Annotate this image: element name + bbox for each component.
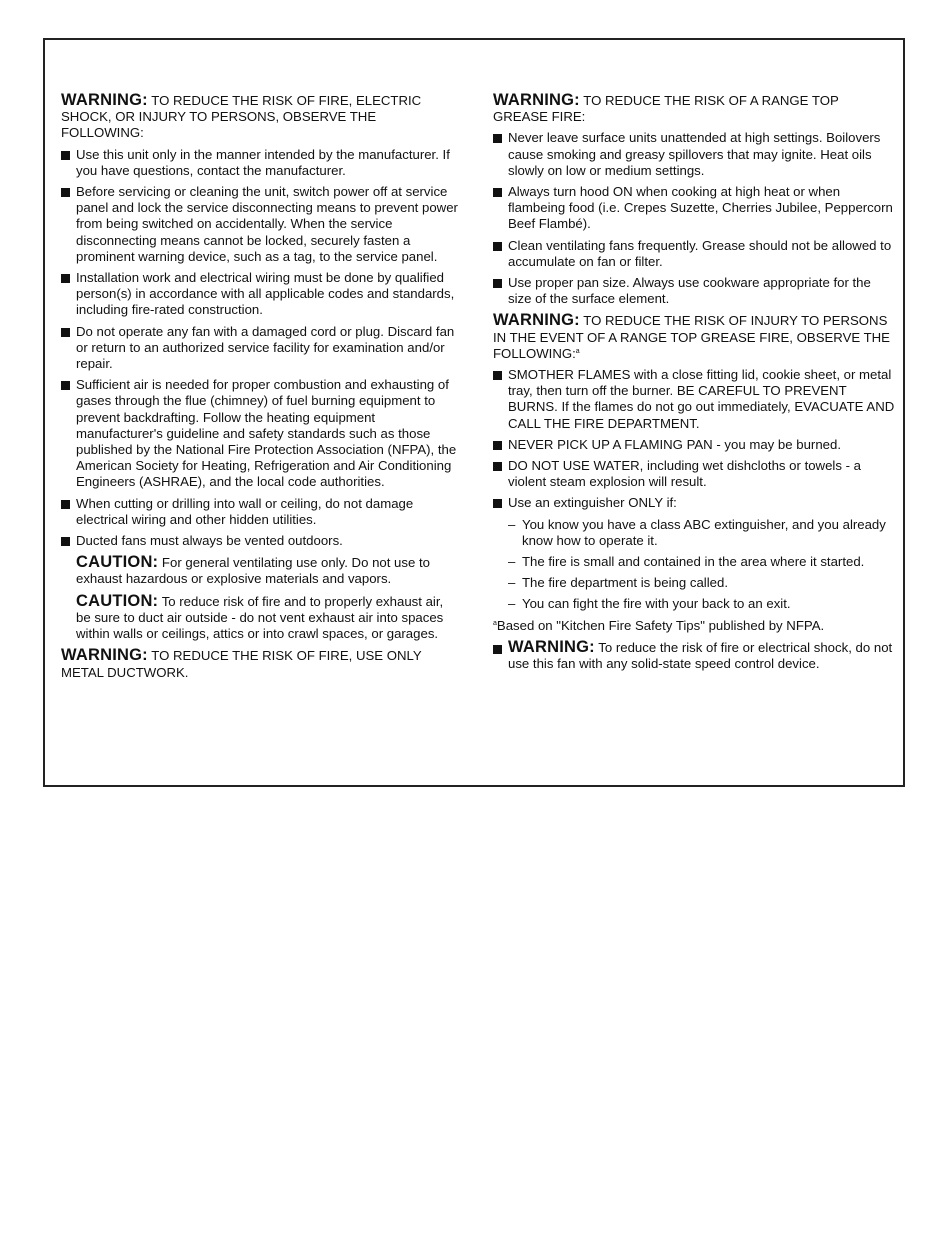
square-bullet-icon: [61, 381, 70, 390]
list-item: Do not operate any fan with a damaged cord or plug. Discard fan or return to an authorized service facility for examination and/or repair.: [61, 324, 461, 373]
right-column: [493, 92, 895, 677]
safety-instructions-box: [43, 38, 905, 787]
square-bullet-icon: [493, 499, 502, 508]
list-item: Installation work and electrical wiring must be done by qualified person(s) in accordance with all applicable codes and standards, including fire-rated construction.: [61, 270, 461, 319]
list-item: DO NOT USE WATER, including wet dishcloths or towels - a violent steam explosion will result.: [493, 458, 895, 490]
square-bullet-icon: [61, 188, 70, 197]
list-item: Use this unit only in the manner intended by the manufacturer. If you have questions, contact the manufacturer.: [61, 147, 461, 179]
warning-fire-shock-heading: WARNING: TO REDUCE THE RISK OF FIRE, ELECTRIC SHOCK, OR INJURY TO PERSONS, OBSERVE THE FOLLOWING:: [61, 91, 422, 141]
warning-speed-control-item: WARNING: To reduce the risk of fire or electrical shock, do not use this fan with any solid-state speed control device.: [493, 639, 895, 672]
square-bullet-icon: [493, 188, 502, 197]
list-item: Always turn hood ON when cooking at high heat or when flambeing food (i.e. Crepes Suzette, Cherries Jubilee, Peppercorn Beef Flambé).: [493, 184, 895, 233]
list-item: Ducted fans must always be vented outdoors.: [61, 533, 461, 549]
sub-list-item: – You can fight the fire with your back to an exit.: [508, 596, 791, 612]
warning-ductwork-heading: WARNING: TO REDUCE THE RISK OF FIRE, USE ONLY METAL DUCTWORK.: [61, 646, 422, 680]
square-bullet-icon: [493, 371, 502, 380]
sub-list-item: – You know you have a class ABC extinguisher, and you already know how to operate it.: [508, 516, 886, 548]
warning-injury-heading: WARNING: TO REDUCE THE RISK OF INJURY TO PERSONS IN THE EVENT OF A RANGE TOP GREASE FIRE, OBSERVE THE FOLLOWING:$^a$: [493, 311, 890, 361]
square-bullet-icon: [493, 279, 502, 288]
left-column: [61, 92, 461, 686]
square-bullet-icon: [493, 462, 502, 471]
square-bullet-icon: [493, 645, 502, 654]
caution-ventilating-note: CAUTION: For general ventilating use only. Do not use to exhaust hazardous or explosive materials and vapors.: [76, 553, 430, 587]
square-bullet-icon: [61, 328, 70, 337]
list-item: NEVER PICK UP A FLAMING PAN - you may be burned.: [493, 437, 895, 453]
list-item: SMOTHER FLAMES with a close fitting lid, cookie sheet, or metal tray, then turn off the burner. BE CAREFUL TO PREVENT BURNS. If the flames do not go out immediately, EVACUATE AND CALL THE FIRE DEPARTMENT.: [493, 367, 895, 432]
square-bullet-icon: [493, 242, 502, 251]
square-bullet-icon: [61, 537, 70, 546]
sub-list-item: – The fire department is being called.: [508, 575, 728, 591]
list-item: When cutting or drilling into wall or ceiling, do not damage electrical wiring and other hidden utilities.: [61, 496, 461, 528]
square-bullet-icon: [61, 274, 70, 283]
list-item: Before servicing or cleaning the unit, switch power off at service panel and lock the service disconnecting means to prevent power from being switched on accidentally. When the service disconnecting means cannot be locked, securely fasten a prominent warning device, such as a tag, to the service panel.: [61, 184, 461, 265]
caution-exhaust-note: CAUTION: To reduce risk of fire and to properly exhaust air, be sure to duct air outside - do not vent exhaust air into spaces within walls or ceilings, attics or into crawl spaces, or garages.: [76, 591, 444, 642]
list-item: Sufficient air is needed for proper combustion and exhausting of gases through the flue (chimney) of fuel burning equipment to prevent backdrafting. Follow the heating equipment manufacturer's guideline and safety standards such as those published by the National Fire Protection Association (NFPA), the American Society for Heating, Refrigeration and Air Conditioning Engineers (ASHRAE), and the local code authorities.: [61, 377, 461, 490]
footnote: $^a$Based on "Kitchen Fire Safety Tips" published by NFPA.: [493, 617, 825, 633]
warning-grease-fire-heading: WARNING: TO REDUCE THE RISK OF A RANGE TOP GREASE FIRE:: [493, 91, 839, 125]
list-item: Use an extinguisher ONLY if:: [493, 495, 895, 511]
list-item: Use proper pan size. Always use cookware appropriate for the size of the surface element.: [493, 275, 895, 307]
square-bullet-icon: [61, 151, 70, 160]
list-item: Clean ventilating fans frequently. Grease should not be allowed to accumulate on fan or filter.: [493, 238, 895, 270]
square-bullet-icon: [493, 441, 502, 450]
sub-list-item: – The fire is small and contained in the area where it started.: [508, 554, 865, 570]
square-bullet-icon: [61, 500, 70, 509]
square-bullet-icon: [493, 134, 502, 143]
list-item: Never leave surface units unattended at high settings. Boilovers cause smoking and greasy spillovers that may ignite. Heat oils slowly on low or medium settings.: [493, 130, 895, 179]
